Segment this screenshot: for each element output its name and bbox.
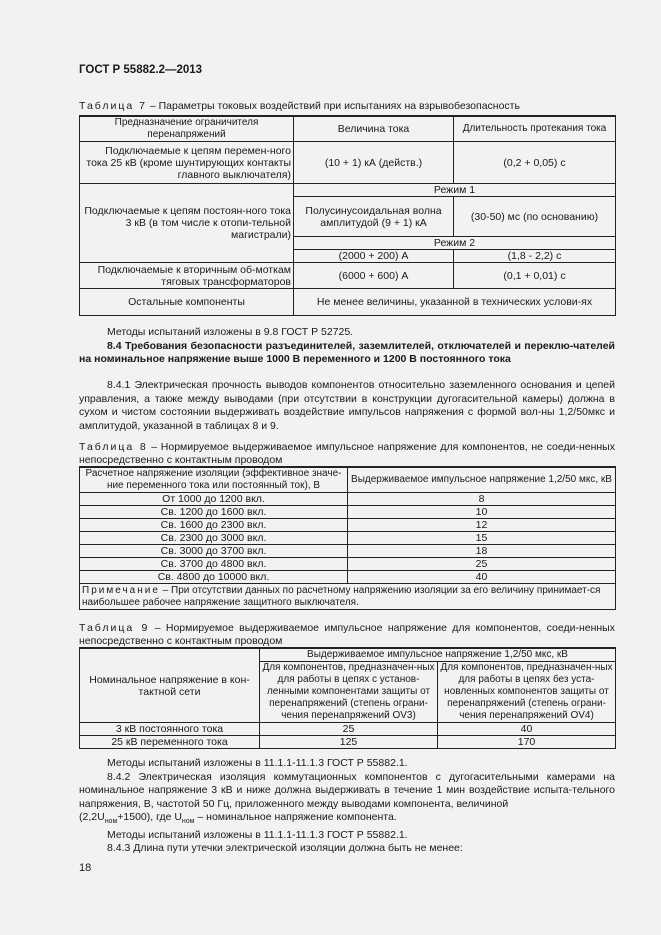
- t7-r4-purpose: Остальные компоненты: [80, 289, 294, 316]
- t7-r4-value: Не менее величины, указанной в технических услови-ях: [294, 289, 616, 316]
- t8-note-label: Примечание: [82, 584, 160, 596]
- t7-r3-purpose: Подключаемые к вторичным об-моткам тяговых трансформаторов: [80, 263, 294, 289]
- bottom-text: [79, 757, 615, 856]
- t8-row-value: 8: [348, 493, 616, 506]
- t7-r3-duration: (0,1 + 0,01) с: [454, 263, 616, 289]
- methods-text-3: Методы испытаний изложены в 11.1.1-11.1.3 ГОСТ Р 55882.1.: [107, 828, 408, 841]
- formula-part-b: +1500), где U: [117, 811, 182, 823]
- t7-r1-duration: (0,2 + 0,05) с: [454, 142, 616, 184]
- t8-row-value: 12: [348, 519, 616, 532]
- table9: [79, 647, 616, 749]
- methods-text-2: Методы испытаний изложены в 11.1.1-11.1.3 ГОСТ Р 55882.1.: [107, 757, 408, 769]
- section-8-4-heading: 8.4 Требования безопасности разъединителей, заземлителей, отключателей и переклю-чателей на номинальное напряжение выше 1000 В переменного и 1200 В постоянного тока: [79, 339, 615, 365]
- formula-part-c: – номинальное напряжение компонента.: [194, 811, 397, 823]
- page-number: 18: [79, 862, 92, 874]
- t7-head-duration: Длительность протекания тока: [454, 116, 616, 142]
- t9-row-ov4: 170: [438, 736, 616, 749]
- t8-row-value: 15: [348, 532, 616, 545]
- t7-mode1-current: Полусинусоидальная волна амплитудой (9 + 1) кА: [294, 197, 454, 237]
- t8-row-value: 10: [348, 506, 616, 519]
- table9-caption: [79, 622, 615, 648]
- table9-label: Таблица 9: [79, 622, 150, 634]
- t8-row-value: 25: [348, 558, 616, 571]
- paragraph-8-4-2-formula: [79, 811, 615, 829]
- t8-row: Св. 1200 до 1600 вкл.: [80, 506, 348, 519]
- t9-row: 25 кВ переменного тока: [80, 736, 260, 749]
- t8-row: Св. 3700 до 4800 вкл.: [80, 558, 348, 571]
- t7-mode2: Режим 2: [294, 237, 616, 250]
- table8: [79, 466, 616, 610]
- t7-head-purpose: Предназначение ограничителя перенапряжений: [80, 116, 294, 142]
- t7-mode1: Режим 1: [294, 184, 616, 197]
- t9-head-voltage: Номинальное напряжение в кон-тактной сети: [80, 648, 260, 723]
- t8-row: Св. 2300 до 3000 вкл.: [80, 532, 348, 545]
- t7-head-current: Величина тока: [294, 116, 454, 142]
- t7-r1-current: (10 + 1) кА (действ.): [294, 142, 454, 184]
- formula-sub-2: ном: [181, 818, 195, 826]
- t8-row: Св. 1600 до 2300 вкл.: [80, 519, 348, 532]
- table7-label: Таблица 7: [79, 100, 147, 112]
- t8-note-text: – При отсутствии данных по расчетному напряжению изоляции за его величину принимает-ся наибольшее рабочее напряжение защитного выключателя.: [82, 584, 601, 608]
- paragraph-8-4-3: 8.4.3 Длина пути утечки электрической изоляции должна быть не менее:: [107, 842, 463, 855]
- methods-paragraph-1: [79, 326, 615, 367]
- methods-text-1: Методы испытаний изложены в 9.8 ГОСТ Р 52725.: [107, 326, 354, 338]
- t9-row: 3 кВ постоянного тока: [80, 723, 260, 736]
- t7-mode2-duration: (1,8 - 2,2) с: [454, 250, 616, 263]
- t7-r3-current: (6000 + 600) А: [294, 263, 454, 289]
- table8-title: – Нормируемое выдерживаемое импульсное напряжение для компонентов, не соеди-ненных непосредственно с контактным проводом: [79, 441, 615, 466]
- t8-row-value: 18: [348, 545, 616, 558]
- t7-r2-purpose: Подключаемые к цепям постоян-ного тока 3 кВ (в том числе к отопи-тельной магистрали): [80, 184, 294, 263]
- table7: [79, 115, 616, 316]
- paragraph-8-4-2: 8.4.2 Электрическая изоляция коммутационных компонентов с дугогасительными камерами на номинальное напряжение 3 кВ и ниже должна выдерживать в течение 1 мин воздействие испыта-тельного напряжения, В, частотой 50 Гц, приложенного между выводами компонента, величиной: [79, 770, 615, 810]
- t9-row-ov3: 25: [260, 723, 438, 736]
- table8-caption: [79, 441, 615, 467]
- table9-title: – Нормируемое выдерживаемое импульсное напряжение для компонентов, соеди-ненных непосредственно с контактным проводом: [79, 622, 615, 647]
- t9-head-ov4: Для компонентов, предназначен-ных для работы в цепях без уста-новленных компонентов защиты от перенапряжений (степень ограни-чения перенапряжений OV4): [438, 662, 616, 723]
- table7-title: – Параметры токовых воздействий при испытаниях на взрывобезопасность: [146, 100, 520, 112]
- table8-label: Таблица 8: [79, 441, 148, 453]
- t9-head-impulse: Выдерживаемое импульсное напряжение 1,2/50 мкс, кВ: [260, 648, 616, 662]
- t7-mode2-current: (2000 + 200) А: [294, 250, 454, 263]
- t8-row-value: 40: [348, 571, 616, 584]
- t9-row-ov4: 40: [438, 723, 616, 736]
- t8-row: От 1000 до 1200 вкл.: [80, 493, 348, 506]
- t9-row-ov3: 125: [260, 736, 438, 749]
- t7-r1-purpose: Подключаемые к цепям перемен-ного тока 25 кВ (кроме шунтирующих контакты главного выключателя): [80, 142, 294, 184]
- formula-part-a: (2,2U: [79, 811, 105, 823]
- paragraph-8-4-1: 8.4.1 Электрическая прочность выводов компонентов относительно заземленного основания и цепей управления, а также между выводами (при отсутствии в конструкции дугогасительной камеры) должна в сухом и чистом состоянии выдерживать воздействие импульсов напряжения с формой вол-ны 1,2/50мкс и амплитудой, указанной в таблицах 8 и 9.: [79, 379, 615, 432]
- t8-head-impulse: Выдерживаемое импульсное напряжение 1,2/50 мкс, кВ: [348, 467, 616, 493]
- t8-row: Св. 3000 до 3700 вкл.: [80, 545, 348, 558]
- document-header: ГОСТ Р 55882.2—2013: [79, 64, 203, 76]
- formula-sub-1: ном: [104, 818, 118, 826]
- t8-row: Св. 4800 до 10000 вкл.: [80, 571, 348, 584]
- t8-note: [80, 584, 616, 610]
- table7-caption: [79, 100, 619, 113]
- t7-mode1-duration: (30-50) мс (по основанию): [454, 197, 616, 237]
- t9-head-ov3: Для компонентов, предназначен-ных для работы в цепях с установ-ленными компонентами защиты от перенапряжений (степень ограни-чения перенапряжений OV3): [260, 662, 438, 723]
- t8-head-insulation: Расчетное напряжение изоляции (эффективное значе-ние переменного тока или постоянный ток), В: [80, 467, 348, 493]
